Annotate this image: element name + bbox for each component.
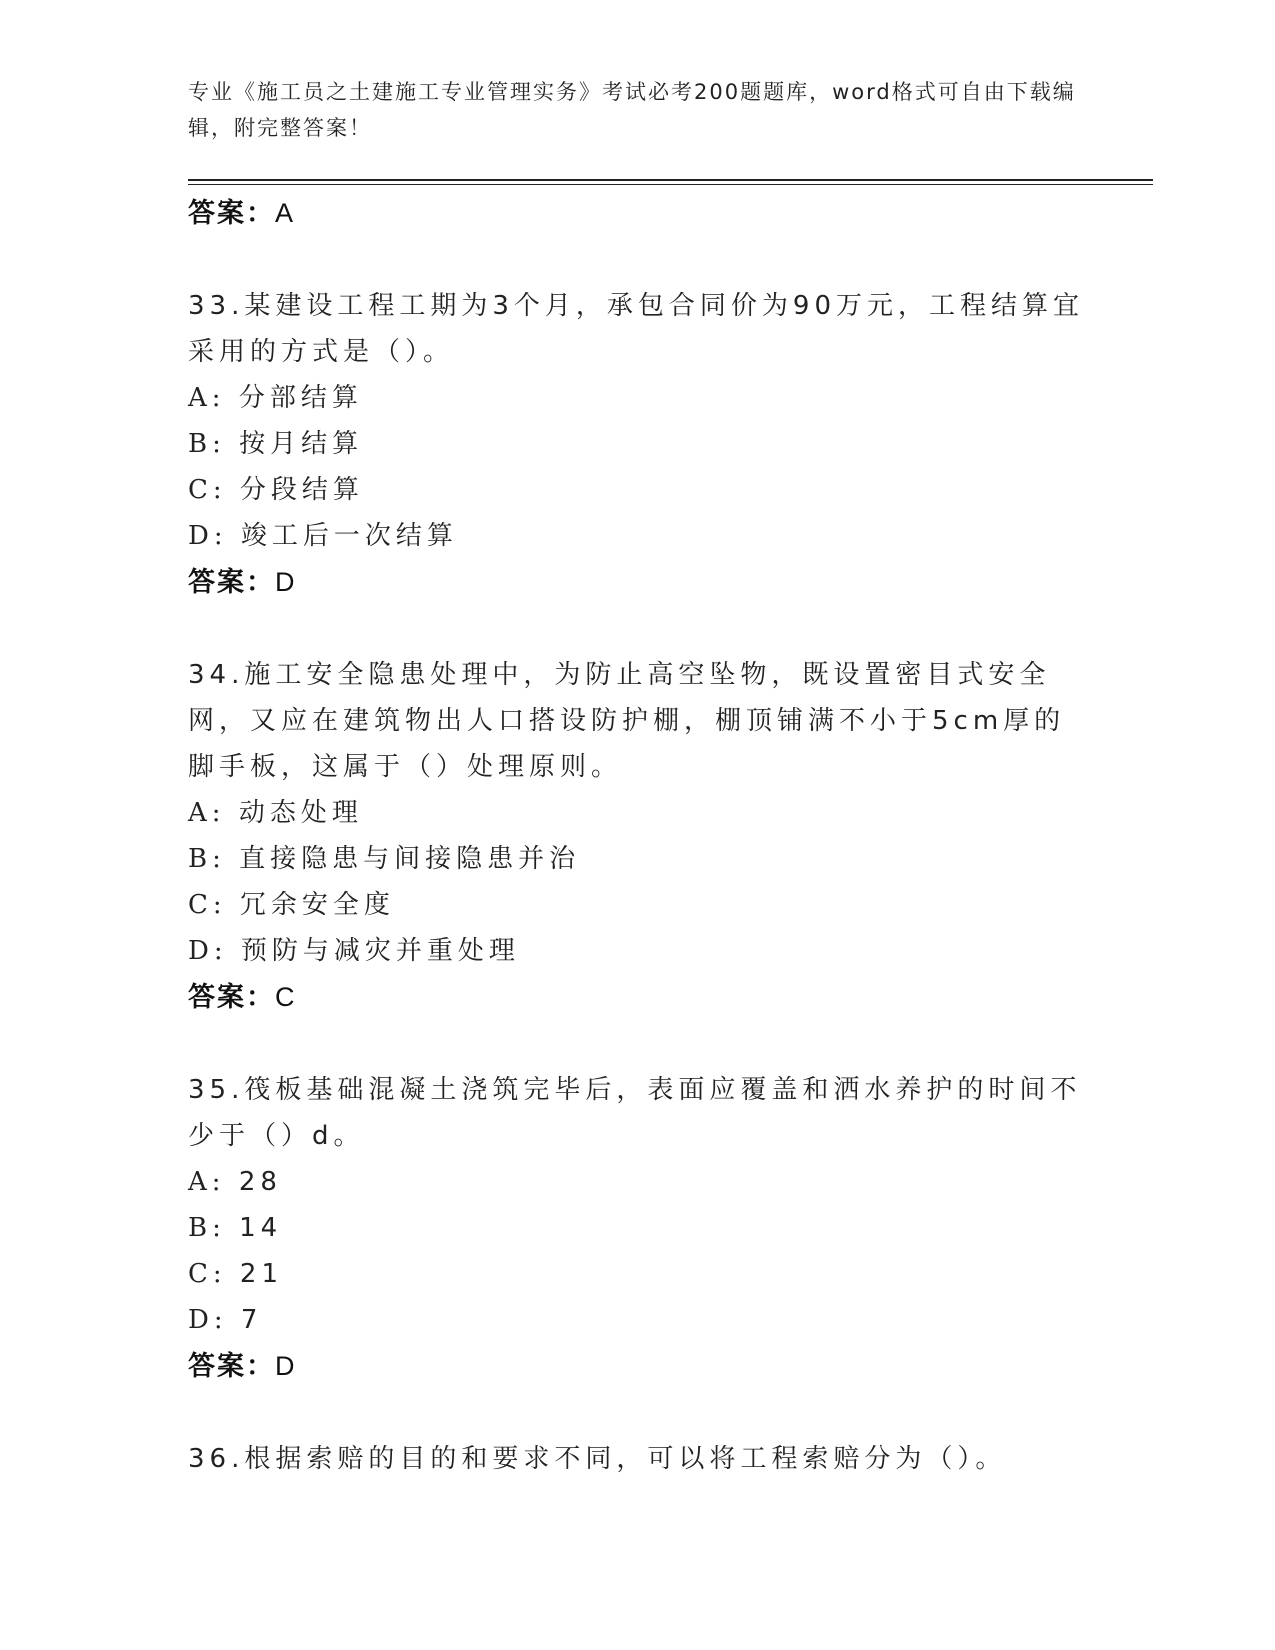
question-number: 34. [188,660,245,690]
answer-value: D [275,567,297,597]
option-text: 预防与减灾并重处理 [240,936,520,966]
question-stem [188,1067,1088,1159]
question-text: 筏板基础混凝土浇筑完毕后，表面应覆盖和洒水养护的时间不少于（）d。 [188,1075,1082,1151]
option-key: C: [188,890,227,920]
option-d [188,1297,1088,1343]
option-key: B: [188,1213,226,1243]
header-divider-thin [188,184,1153,185]
option-a [188,1159,1088,1205]
option-text: 7 [240,1305,263,1335]
option-a [188,790,1088,836]
answer-value: C [275,982,297,1012]
answer-label: 答案： [188,567,275,598]
option-b [188,836,1088,882]
option-key: D: [188,521,228,551]
question-text: 某建设工程工期为3个月，承包合同价为90万元，工程结算宜采用的方式是（）。 [188,291,1084,367]
option-key: A: [188,798,226,828]
answer-line [188,559,1088,606]
option-key: B: [188,844,226,874]
question-list [188,190,1088,1482]
option-b [188,1205,1088,1251]
answer-line [188,190,1088,237]
option-key: D: [188,936,228,966]
option-text: 14 [239,1213,283,1243]
question-36 [188,1436,1088,1482]
question-stem [188,652,1088,790]
answer-label: 答案： [188,982,275,1013]
question-stem [188,283,1088,375]
option-text: 竣工后一次结算 [240,521,458,551]
header-divider-thick [188,179,1153,181]
question-35 [188,1067,1088,1390]
question-number: 35. [188,1075,245,1105]
option-text: 28 [238,1167,282,1197]
answer-label: 答案： [188,1351,275,1382]
option-key: C: [188,475,227,505]
option-text: 按月结算 [239,429,364,459]
answer-line [188,1343,1088,1390]
question-text: 施工安全隐患处理中，为防止高空坠物，既设置密目式安全网，又应在建筑物出人口搭设防护棚，棚顶铺满不小于5cm厚的脚手板，这属于（）处理原则。 [188,660,1066,782]
option-text: 动态处理 [238,798,363,828]
option-text: 分段结算 [239,475,364,505]
question-stem [188,1436,1088,1482]
option-c [188,467,1088,513]
question-number: 36. [188,1444,245,1474]
option-a [188,375,1088,421]
option-text: 21 [239,1259,284,1289]
answer-value: A [275,198,296,228]
option-key: D: [188,1305,228,1335]
option-key: A: [188,383,226,413]
option-b [188,421,1088,467]
question-text: 根据索赔的目的和要求不同，可以将工程索赔分为（）。 [244,1444,1007,1474]
option-d [188,928,1088,974]
answer-label: 答案： [188,198,275,229]
question-34 [188,652,1088,1021]
option-text: 直接隐患与间接隐患并治 [239,844,581,874]
question-33 [188,283,1088,606]
option-c [188,882,1088,928]
option-d [188,513,1088,559]
answer-value: D [275,1351,297,1381]
option-key: C: [188,1259,227,1289]
option-key: A: [188,1167,226,1197]
document-header: 专业《施工员之土建施工专业管理实务》考试必考200题题库，word格式可自由下载编辑，附完整答案！ [188,80,1076,140]
option-key: B: [188,429,226,459]
option-text: 冗余安全度 [239,890,395,920]
question-number: 33. [188,291,245,321]
option-c [188,1251,1088,1297]
option-text: 分部结算 [238,383,363,413]
answer-line [188,974,1088,1021]
